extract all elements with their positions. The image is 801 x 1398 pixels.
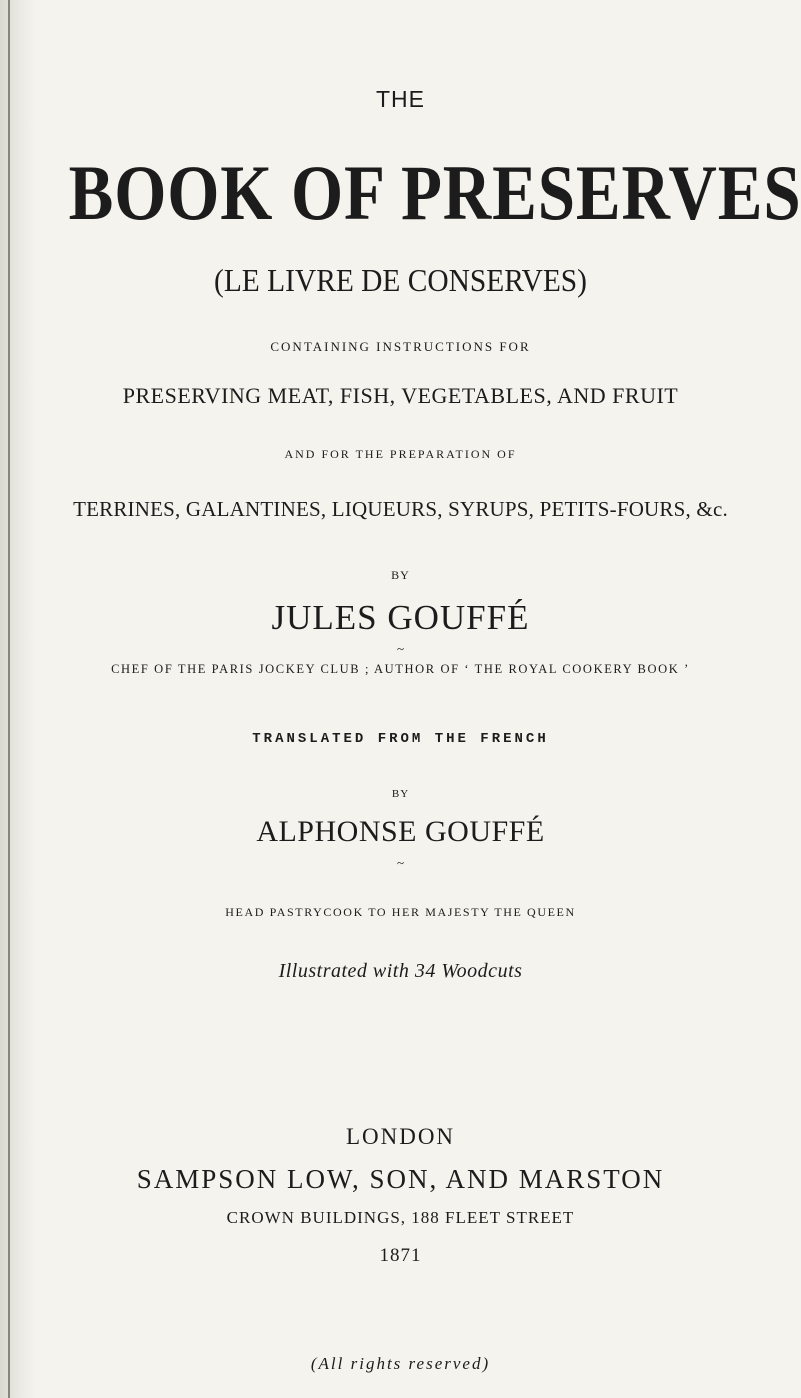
by-author-label: BY [391, 568, 410, 582]
contents-line-2: TERRINES, GALANTINES, LIQUEURS, SYRUPS, PETITS-FOURS, &c. [73, 497, 728, 521]
translated-line: TRANSLATED FROM THE FRENCH [252, 731, 549, 747]
author-name: JULES GOUFFÉ [271, 598, 530, 637]
illustrations-note: Illustrated with 34 Woodcuts [278, 960, 523, 982]
publisher-address: CROWN BUILDINGS, 188 FLEET STREET [226, 1208, 575, 1227]
rights-notice: (All rights reserved) [310, 1354, 491, 1373]
flourish-ornament-2: ~ [396, 855, 405, 870]
book-title: BOOK OF PRESERVES [68, 149, 801, 236]
publisher-name: SAMPSON LOW, SON, AND MARSTON [136, 1164, 665, 1194]
author-credentials: CHEF OF THE PARIS JOCKEY CLUB ; AUTHOR OF ‘ THE ROYAL COOKERY BOOK ’ [111, 662, 690, 676]
publication-city: LONDON [345, 1124, 456, 1149]
by-translator-label: BY [391, 788, 410, 800]
title-prefix: THE [376, 86, 425, 112]
translator-name: ALPHONSE GOUFFÉ [256, 815, 545, 848]
book-subtitle: (LE LIVRE DE CONSERVES) [214, 262, 587, 298]
publication-year: 1871 [379, 1245, 422, 1266]
flourish-ornament: ~ [396, 641, 405, 656]
contents-line-1: PRESERVING MEAT, FISH, VEGETABLES, AND FRUIT [122, 383, 679, 408]
translator-credentials: HEAD PASTRYCOOK TO HER MAJESTY THE QUEEN [225, 905, 576, 919]
preparation-line: AND FOR THE PREPARATION OF [284, 447, 517, 461]
containing-line: CONTAINING INSTRUCTIONS FOR [270, 339, 531, 354]
